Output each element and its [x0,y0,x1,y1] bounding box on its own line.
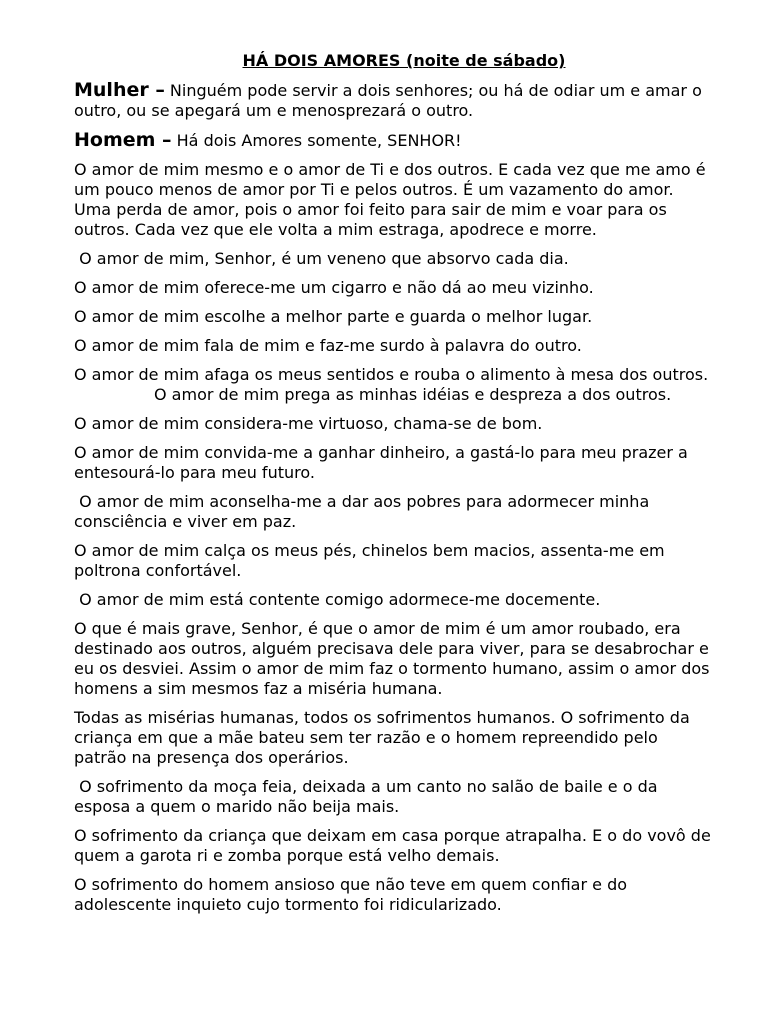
paragraph: O amor de mim oferece-me um cigarro e não dá ao meu vizinho. [74,278,594,297]
paragraph: O amor de mim calça os meus pés, chinelos bem macios, assenta-me em poltrona confortável. [74,541,665,580]
paragraph: O que é mais grave, Senhor, é que o amor de mim é um amor roubado, era destinado aos outros, alguém precisava dele para viver, para se desabrochar e eu os desviei. Assim o amor de mim faz o tormento humano, assim o amor dos homens a sim mesmos faz a miséria humana. [74,619,710,698]
paragraph: O sofrimento da criança que deixam em casa porque atrapalha. E o do vovô de quem a garota ri e zomba porque está velho demais. [74,826,711,865]
dialog-text: Ninguém pode servir a dois senhores; ou há de odiar um e amar o outro, ou se apegará um e menosprezará o outro. [74,81,702,120]
paragraph: O amor de mim mesmo e o amor de Ti e dos outros. E cada vez que me amo é um pouco menos de amor por Ti e pelos outros. É um vazamento do amor. Uma perda de amor, pois o amor foi feito para sair de mim e voar para os outros. Cada vez que ele volta a mim estraga, apodrece e morre. [74,160,706,239]
document-page [74,50,714,924]
paragraph: O amor de mim fala de mim e faz-me surdo à palavra do outro. [74,336,582,355]
speaker-label: Homem – [74,129,172,151]
paragraph: O sofrimento do homem ansioso que não teve em quem confiar e do adolescente inquieto cujo tormento foi ridicularizado. [74,875,628,914]
paragraph: O amor de mim considera-me virtuoso, chama-se de bom. [74,414,543,433]
dialog-line-mulher [74,80,714,121]
dialog-line-homem [74,130,714,151]
paragraph: O sofrimento da moça feia, deixada a um canto no salão de baile e o da esposa a quem o marido não beija mais. [74,777,663,816]
paragraph: O amor de mim convida-me a ganhar dinheiro, a gastá-lo para meu prazer a entesourá-lo para meu futuro. [74,443,688,482]
paragraph: O amor de mim está contente comigo adormece-me docemente. [74,590,601,609]
speaker-label: Mulher – [74,79,165,101]
paragraph: O amor de mim, Senhor, é um veneno que absorvo cada dia. [74,249,569,268]
paragraph-split [74,365,714,405]
paragraph: O amor de mim escolhe a melhor parte e guarda o melhor lugar. [74,307,593,326]
dialog-text: Há dois Amores somente, SENHOR! [171,131,462,150]
paragraph-part: O amor de mim prega as minhas idéias e despreza a dos outros. [154,385,672,404]
paragraph-part: O amor de mim afaga os meus sentidos e rouba o alimento à mesa dos outros. [74,365,709,384]
paragraph: O amor de mim aconselha-me a dar aos pobres para adormecer minha consciência e viver em paz. [74,492,655,531]
paragraph: Todas as misérias humanas, todos os sofrimentos humanos. O sofrimento da criança em que a mãe bateu sem ter razão e o homem repreendido pelo patrão na presença dos operários. [74,708,690,767]
document-title: HÁ DOIS AMORES (noite de sábado) [242,51,566,70]
